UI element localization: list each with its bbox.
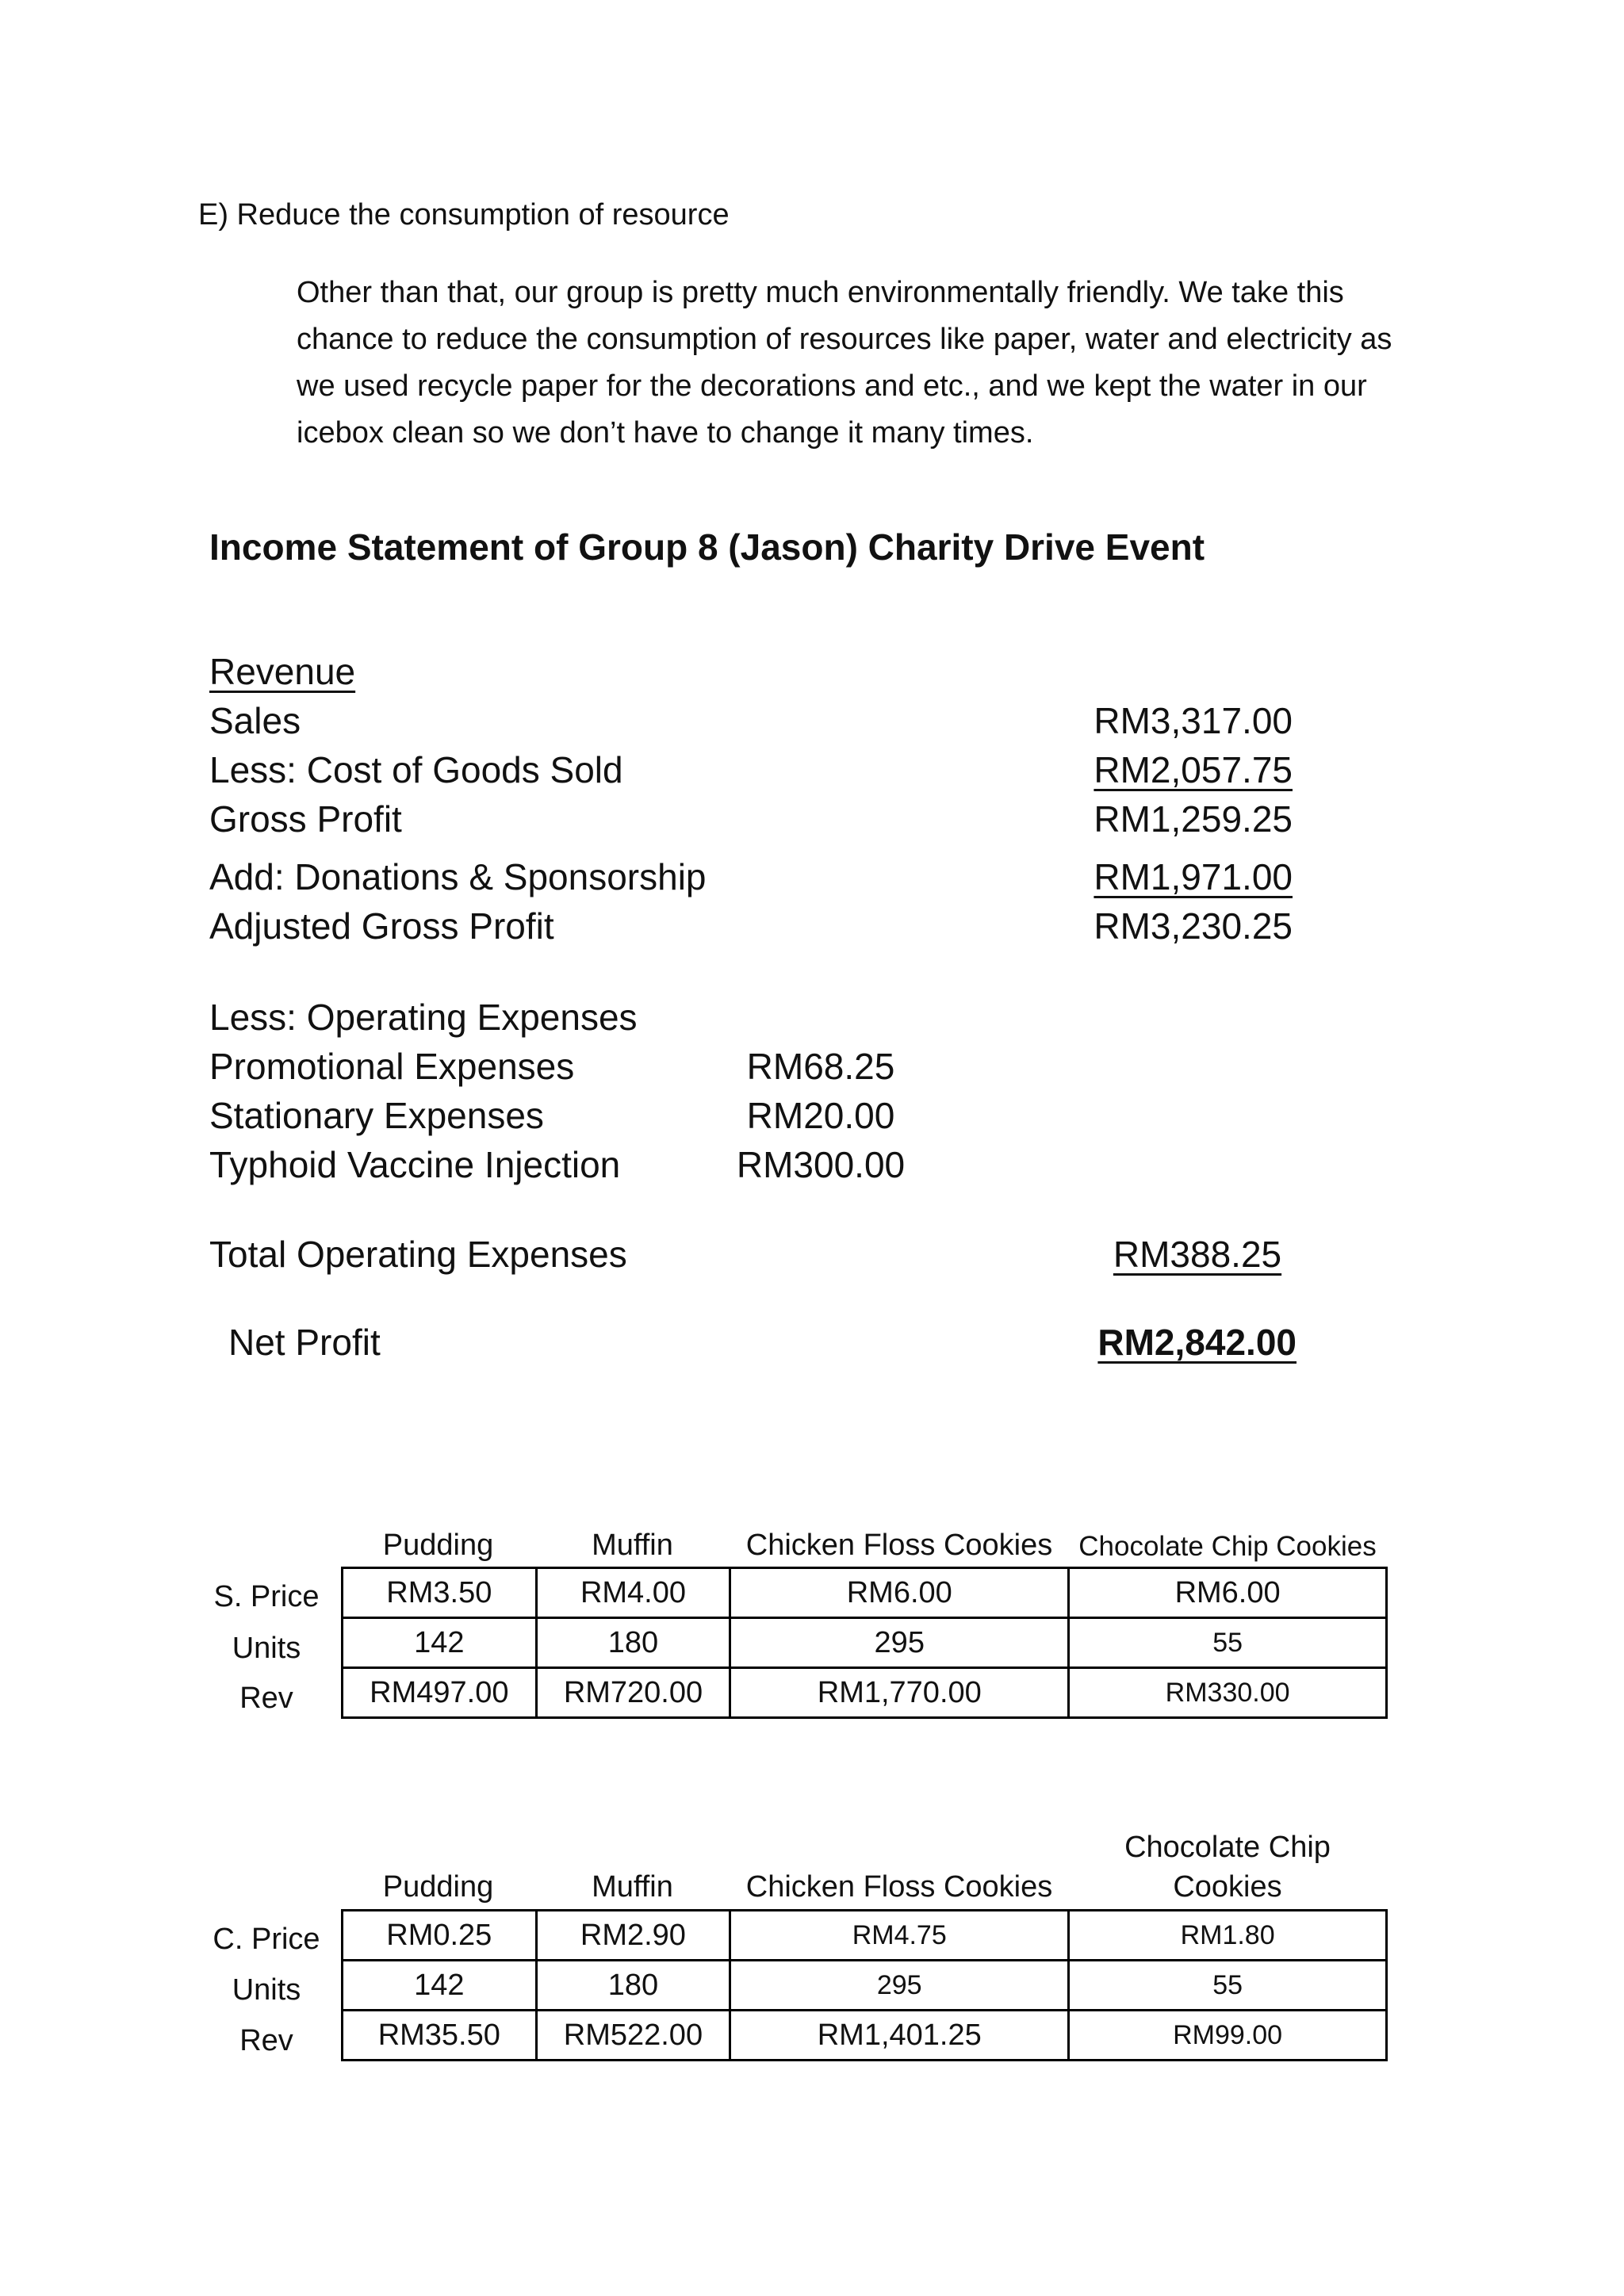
sales-table-header: Chocolate Chip Cookies <box>1078 1531 1377 1562</box>
expense-value: RM20.00 <box>746 1095 895 1136</box>
expense-value: RM68.25 <box>746 1046 895 1087</box>
sales-table-row-label: Units <box>232 1632 301 1665</box>
table-cell: 180 <box>536 1618 730 1668</box>
table-cell: RM6.00 <box>730 1568 1069 1618</box>
table-cell: RM1,770.00 <box>730 1668 1069 1718</box>
table-cell: RM99.00 <box>1069 2011 1387 2061</box>
table-cell: 142 <box>343 1618 537 1668</box>
table-cell: 295 <box>730 1618 1069 1668</box>
total-operating-expenses-label: Total Operating Expenses <box>209 1234 627 1275</box>
revenue-heading: Revenue <box>209 651 356 692</box>
section-paragraph <box>297 270 1534 457</box>
donations-label: Add: Donations & Sponsorship <box>209 856 707 897</box>
cost-table-row-label: Rev <box>239 2024 293 2057</box>
cogs-value-text: RM2,057.75 <box>1094 749 1293 790</box>
paragraph-line: we used recycle paper for the decorations and etc., and we kept the water in our <box>297 369 1367 403</box>
table-cell: RM330.00 <box>1069 1668 1387 1718</box>
cost-table-header: Muffin <box>592 1870 673 1904</box>
cost-table-header-line: Chocolate Chip <box>1124 1831 1331 1864</box>
sales-table-header: Chicken Floss Cookies <box>745 1529 1053 1562</box>
sales-label: Sales <box>209 700 301 741</box>
operating-expenses-heading: Less: Operating Expenses <box>209 997 638 1038</box>
statement-title: Income Statement of Group 8 (Jason) Charity Drive Event <box>209 526 1205 568</box>
cost-table <box>341 1909 1388 2061</box>
table-cell: RM1.80 <box>1069 1911 1387 1961</box>
table-cell: RM4.00 <box>536 1568 730 1618</box>
expense-value: RM300.00 <box>736 1144 906 1185</box>
table-cell: RM522.00 <box>536 2011 730 2061</box>
expense-label: Promotional Expenses <box>209 1046 575 1087</box>
table-row <box>343 1618 1387 1668</box>
sales-table-row-label: S. Price <box>213 1580 320 1613</box>
table-cell: RM4.75 <box>730 1911 1069 1961</box>
paragraph-line: Other than that, our group is pretty much environmentally friendly. We take this <box>297 276 1344 309</box>
cost-table-header: Chicken Floss Cookies <box>745 1870 1053 1904</box>
adjusted-gross-profit-value: RM3,230.25 <box>1094 905 1293 947</box>
table-cell: 295 <box>730 1961 1069 2011</box>
table-cell: RM35.50 <box>343 2011 537 2061</box>
table-row <box>343 1911 1387 1961</box>
cogs-value <box>1055 748 1293 791</box>
gross-profit-value: RM1,259.25 <box>1094 798 1293 840</box>
sales-value: RM3,317.00 <box>1094 700 1293 741</box>
table-cell: 142 <box>343 1961 537 2011</box>
table-row <box>343 1568 1387 1618</box>
expense-label: Stationary Expenses <box>209 1095 544 1136</box>
section-heading: E) Reduce the consumption of resource <box>198 198 730 232</box>
table-cell: RM720.00 <box>536 1668 730 1718</box>
sales-table-header: Pudding <box>382 1529 494 1562</box>
cogs-label: Less: Cost of Goods Sold <box>209 749 623 790</box>
donations-value-text: RM1,971.00 <box>1094 856 1293 897</box>
table-cell: RM6.00 <box>1069 1568 1387 1618</box>
table-row <box>343 1961 1387 2011</box>
donations-value <box>1055 855 1293 898</box>
cost-table-header: Pudding <box>382 1870 494 1904</box>
table-cell: RM1,401.25 <box>730 2011 1069 2061</box>
table-cell: 180 <box>536 1961 730 2011</box>
table-cell: RM497.00 <box>343 1668 537 1718</box>
net-profit-value <box>1059 1321 1297 1364</box>
cost-table-row-label: C. Price <box>213 1923 320 1956</box>
table-cell: 55 <box>1069 1618 1387 1668</box>
table-cell: 55 <box>1069 1961 1387 2011</box>
table-cell: RM0.25 <box>343 1911 537 1961</box>
net-profit-label: Net Profit <box>228 1322 381 1363</box>
paragraph-line: icebox clean so we don’t have to change it many times. <box>297 416 1034 450</box>
sales-table-header: Muffin <box>592 1529 673 1562</box>
expense-label: Typhoid Vaccine Injection <box>209 1144 621 1185</box>
total-operating-expenses-value-text: RM388.25 <box>1113 1234 1282 1275</box>
adjusted-gross-profit-label: Adjusted Gross Profit <box>209 905 554 947</box>
table-row <box>343 2011 1387 2061</box>
paragraph-line: chance to reduce the consumption of resources like paper, water and electricity as <box>297 323 1392 356</box>
table-row <box>343 1668 1387 1718</box>
cost-table-header <box>1069 1827 1386 1907</box>
net-profit-value-text: RM2,842.00 <box>1097 1322 1297 1363</box>
cost-table-row-label: Units <box>232 1973 301 2007</box>
total-operating-expenses-value <box>1078 1233 1316 1276</box>
sales-table <box>341 1567 1388 1719</box>
table-cell: RM2.90 <box>536 1911 730 1961</box>
gross-profit-label: Gross Profit <box>209 798 402 840</box>
cost-table-header-line: Cookies <box>1173 1870 1282 1904</box>
sales-table-row-label: Rev <box>239 1682 293 1715</box>
table-cell: RM3.50 <box>343 1568 537 1618</box>
